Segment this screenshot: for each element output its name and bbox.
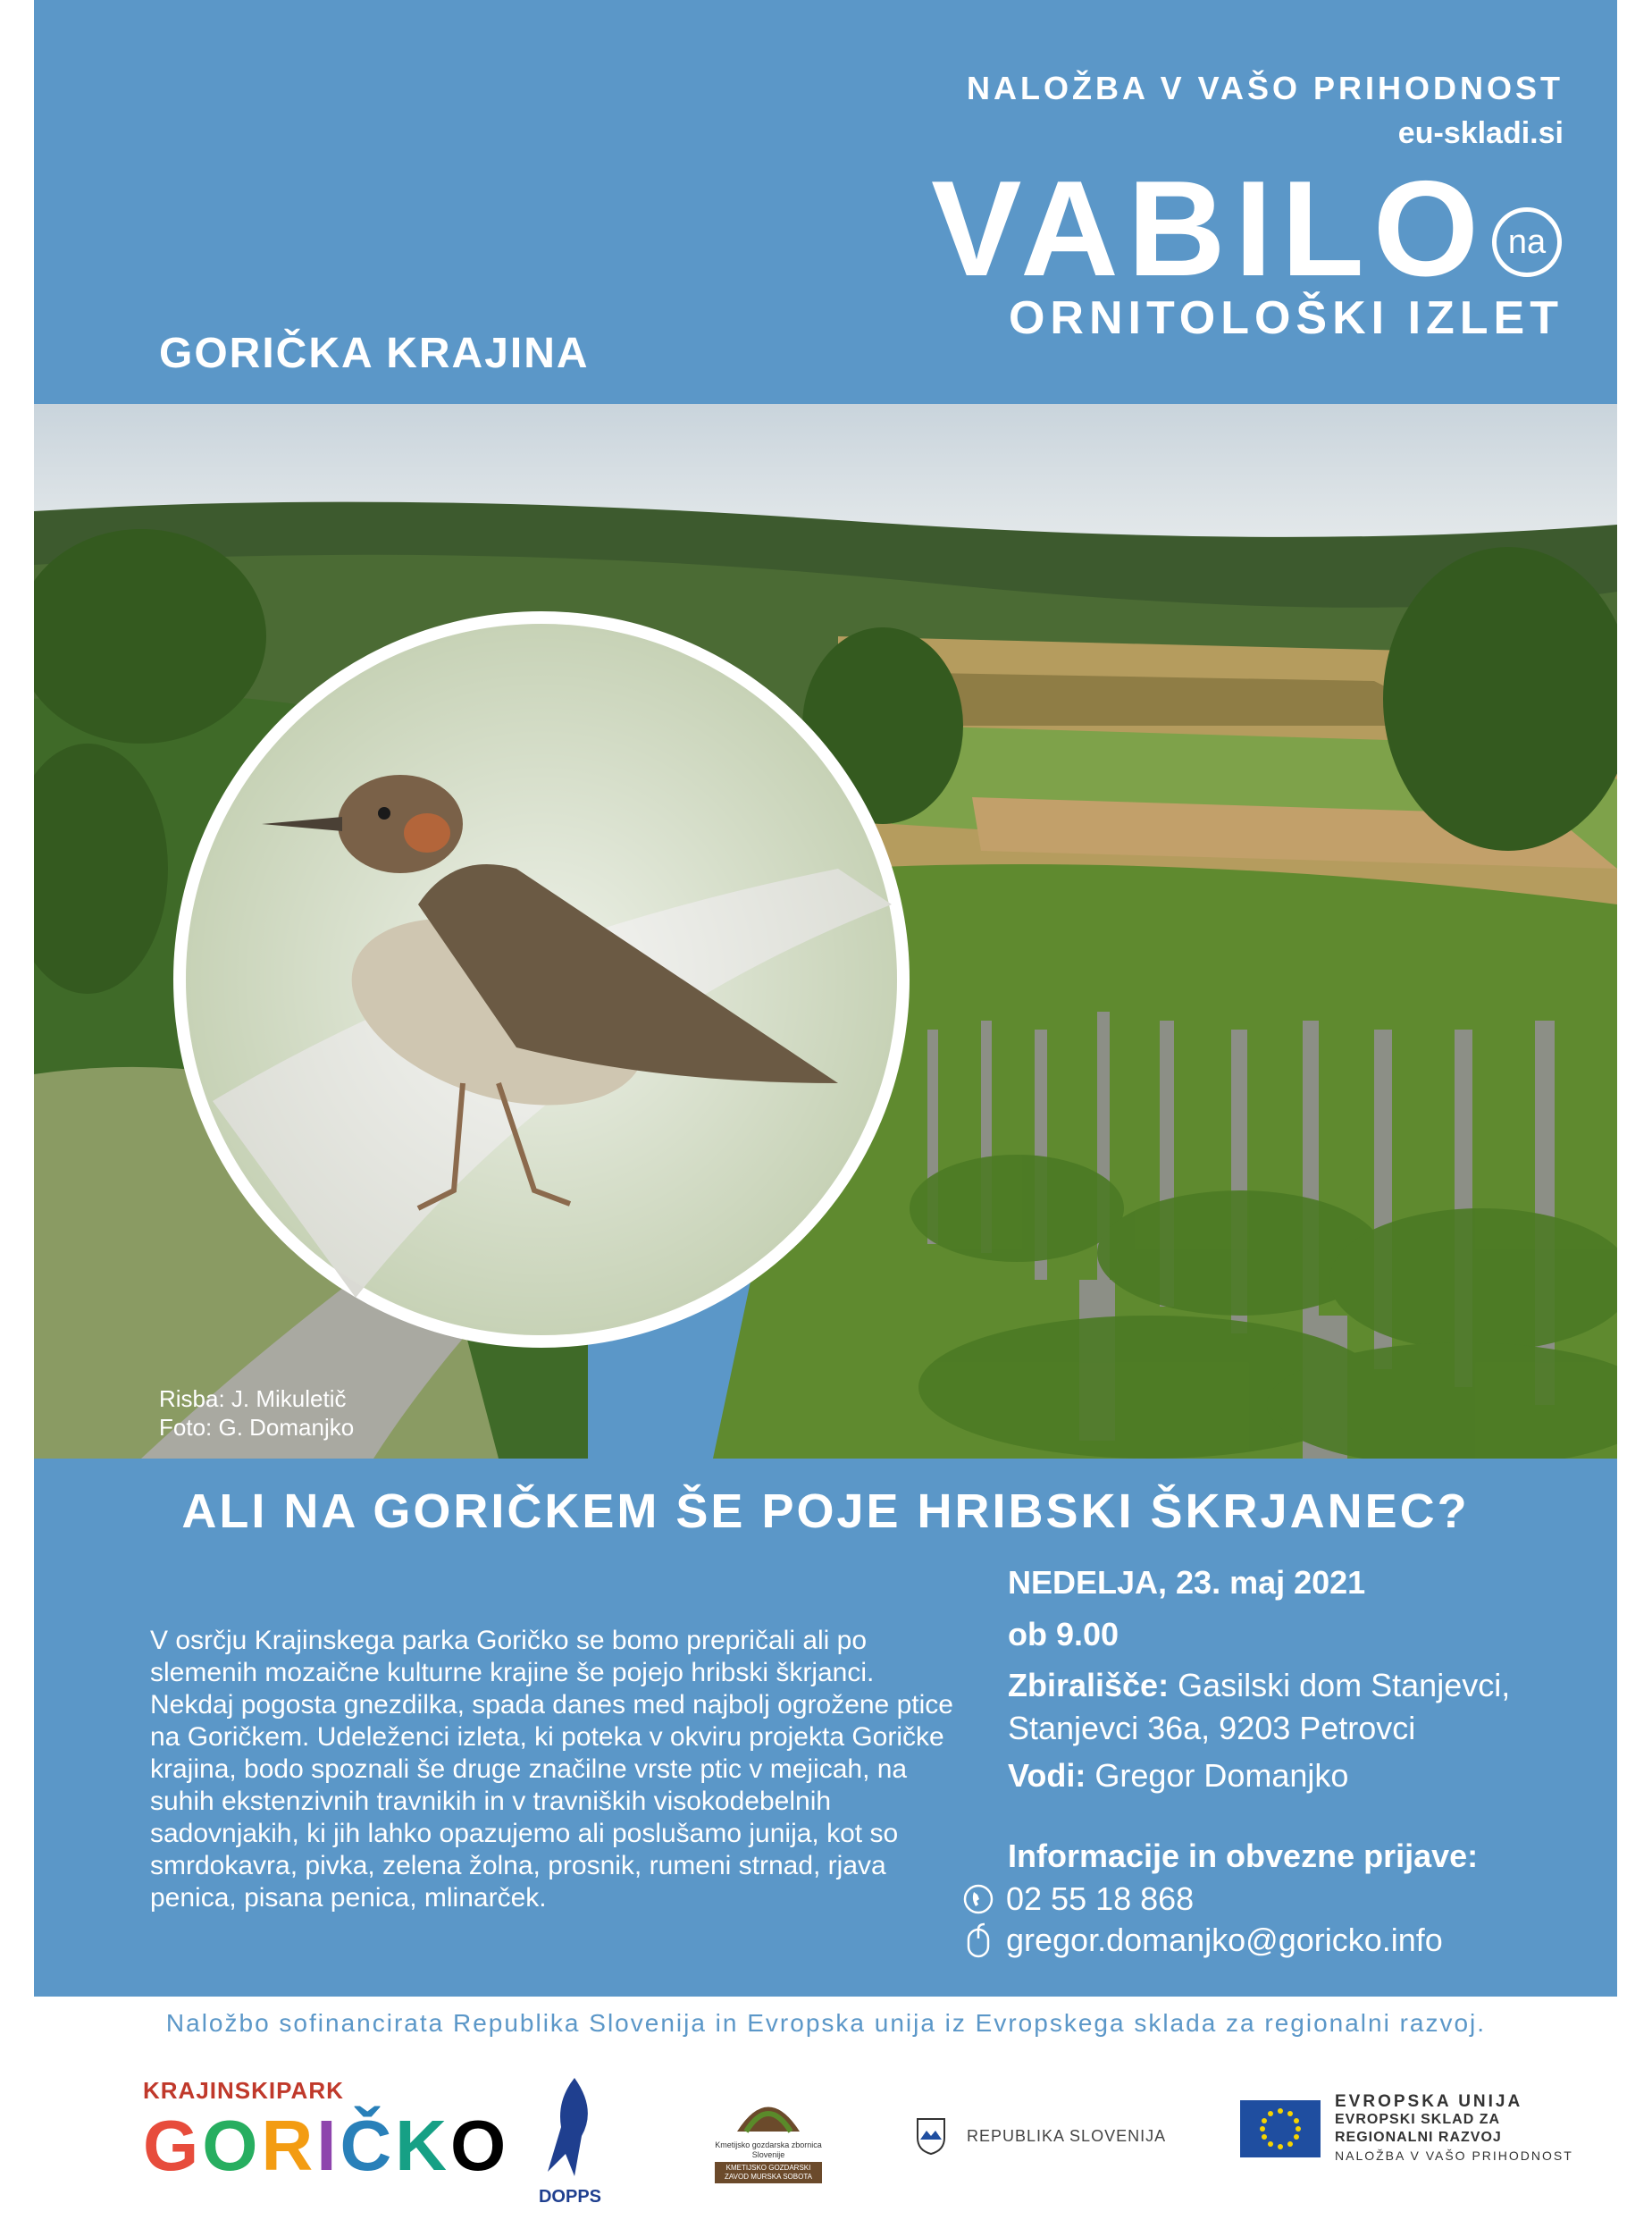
event-time: ob 9.00: [1008, 1616, 1120, 1652]
kp-top-label: KRAJINSKIPARK: [143, 2077, 344, 2104]
guide: [1008, 1757, 1348, 1795]
photo-credit: Foto: G. Domanjko: [159, 1414, 355, 1441]
header-website: eu-skladi.si: [1397, 116, 1564, 150]
meeting-label: Zbirališče:: [1008, 1667, 1170, 1703]
guide-name: Gregor Domanjko: [1094, 1757, 1349, 1794]
header-slogan: NALOŽBA V VAŠO PRIHODNOST: [966, 70, 1564, 106]
bird-icon: [539, 2073, 601, 2181]
na-circle-badge: [1492, 207, 1562, 277]
kgz-logo: [715, 2091, 822, 2199]
coat-of-arms-icon: [915, 2116, 947, 2156]
field-icon: [733, 2091, 804, 2136]
email-address[interactable]: gregor.domanjko@goricko.info: [1006, 1921, 1443, 1958]
meeting-point: [1008, 1664, 1580, 1750]
kgz-line1: Kmetijsko gozdarska zbornica Slovenije: [715, 2140, 822, 2159]
poster-frame: [34, 0, 1617, 1997]
email-row: [963, 1921, 1443, 1959]
phone-number[interactable]: 02 55 18 868: [1006, 1880, 1195, 1917]
phone-icon: [963, 1884, 994, 1914]
kgz-line2: KMETIJSKO GOZDARSKI ZAVOD MURSKA SOBOTA: [715, 2162, 822, 2183]
cofinancing-note: Naložbo sofinancirata Republika Slovenija in Evropska unija iz Evropskega sklada za regionalni razvoj.: [165, 2009, 1487, 2037]
guide-label: Vodi:: [1008, 1757, 1086, 1794]
republika-label: REPUBLIKA SLOVENIJA: [967, 2126, 1167, 2145]
event-date: NEDELJA, 23. maj 2021: [1008, 1564, 1366, 1601]
drawing-credit: Risba: J. Mikuletič: [159, 1385, 347, 1412]
event-subtitle: ORNITOLOŠKI IZLET: [1008, 292, 1564, 344]
event-description: V osrčju Krajinskega parka Goričko se bomo prepričali ali po slemenih mozaične kulturne krajine še pojejo hribski škrjanci. Nekdaj pogosta gnezdilka, spada danes med najbolj ogrožene ptice na Goričkem. Udeleženci izleta, ki poteka v okviru projekta Goričke krajina, bodo spoznali še druge značilne vrste ptic v mejicah, na suhih ekstenzivnih travnikih in v travniških visokodebelnih sadovnjakih, ki jih lahko opazujemo ali poslušamo junija, kot so smrdokavra, pivka, zelena žolna, prosnik, rumeni strnad, rjava penica, pisana penica, mlinarček.: [150, 1626, 953, 1913]
republika-slovenija-logo: [915, 2116, 1166, 2156]
eu-line2: EVROPSKI SKLAD ZA: [1335, 2112, 1501, 2127]
info-title: Informacije in obvezne prijave:: [1008, 1837, 1479, 1874]
eu-flag-icon: [1240, 2100, 1321, 2157]
invitation-title: VABILO: [931, 153, 1488, 305]
kp-name: GORIČKO: [143, 2106, 510, 2185]
eu-logo: [1240, 2073, 1573, 2165]
skylark-circle-illustration: [173, 611, 910, 1348]
dopps-label: DOPPS: [538, 2187, 602, 2207]
event-question: ALI NA GORIČKEM ŠE POJE HRIBSKI ŠKRJANEC?: [181, 1484, 1470, 1538]
landscape-photo: [34, 404, 1617, 1459]
meeting-place: Gasilski dom Stanjevci, Stanjevci 36a, 9203 Petrovci: [1008, 1667, 1511, 1746]
eu-line3: REGIONALNI RAZVOJ: [1335, 2130, 1502, 2145]
phone-row: [963, 1880, 1194, 1918]
eu-line4: NALOŽBA V VAŠO PRIHODNOST: [1335, 2149, 1573, 2163]
na-label: na: [1507, 223, 1547, 261]
krajinski-park-logo: [143, 2077, 510, 2211]
eu-text: [1335, 2093, 1573, 2165]
dopps-logo: [525, 2073, 615, 2216]
region-name: GORIČKA KRAJINA: [159, 330, 590, 377]
eu-line1: EVROPSKA UNIJA: [1335, 2092, 1523, 2111]
mouse-icon: [963, 1922, 994, 1958]
